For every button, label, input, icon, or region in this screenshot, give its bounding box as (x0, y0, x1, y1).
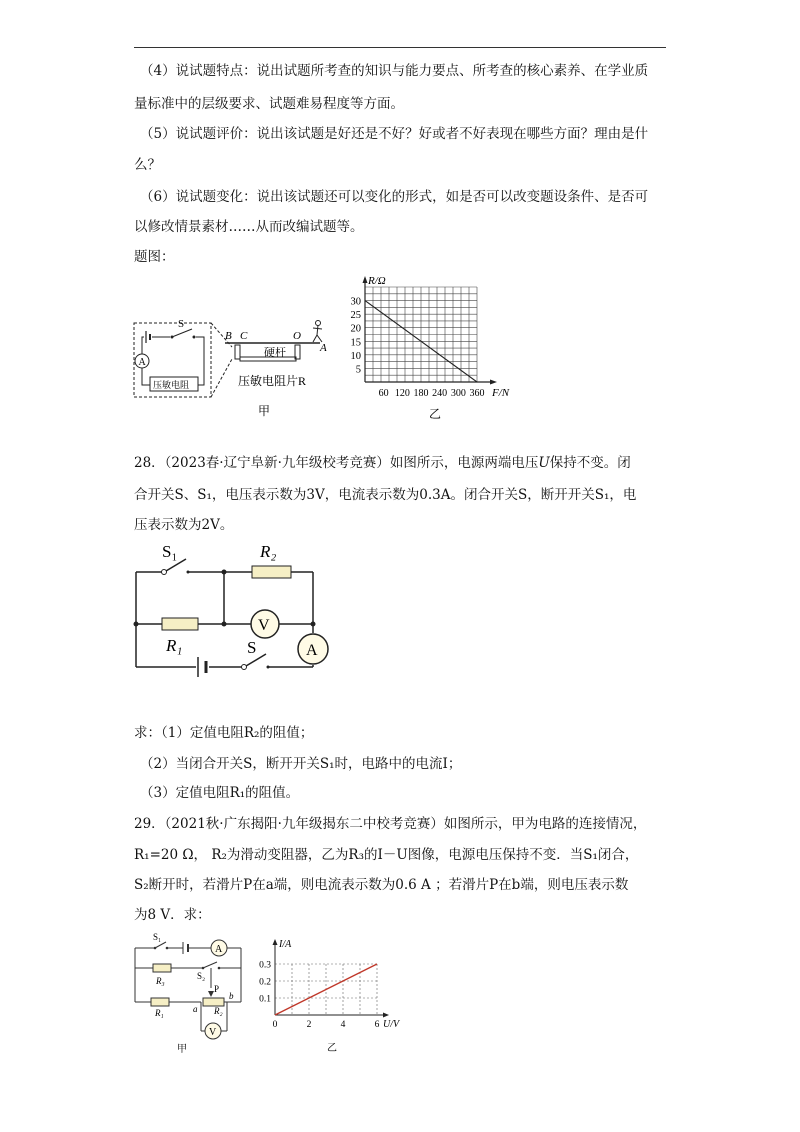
r1-resistor (162, 618, 198, 630)
voltmeter-label: V (209, 1027, 217, 1038)
iu-xtick-label: 2 (306, 1020, 312, 1030)
q28-ask2: （2）当闭合开关S，断开开关S₁时，电路中的电流I； (140, 756, 462, 772)
q29-line2: R₁=20 Ω， R₂为滑动变阻器，乙为R₃的I－U图像，电源电压保持不变．当S₁闭合， (134, 847, 639, 863)
q28-line1 (134, 454, 631, 472)
rf-xlabel: F/N (492, 387, 510, 399)
s1-contact-right (166, 947, 169, 950)
r2-rheostat (203, 998, 224, 1006)
q29-iu-graph (255, 935, 415, 1055)
figure-label: 题图： (134, 249, 175, 265)
rf-ytick-label: 30 (350, 296, 361, 308)
ammeter-label: A (138, 357, 146, 368)
fig1-rf-graph (345, 270, 520, 430)
end-b-label: b (229, 991, 234, 1001)
s1-label: S₁ (153, 932, 162, 942)
iu-xtick-label: 0 (272, 1020, 278, 1030)
switch-label: S (178, 318, 185, 330)
rf-xtick-label: 120 (394, 388, 410, 399)
person-body (313, 325, 322, 342)
intro-item4-line1: （4）说试题特点：说出试题所考查的知识与能力要点、所考查的核心素养、在学业质 (140, 63, 649, 79)
q28-ask3: （3）定值电阻R₁的阻值。 (140, 785, 300, 801)
iu-ytick-label: 0.1 (259, 994, 271, 1005)
junction-left (134, 622, 139, 627)
slider-p-label: P (214, 984, 220, 994)
point-a: A (320, 342, 327, 354)
sensor-resistor-label: 压敏电阻 (153, 380, 190, 390)
rf-xtick-label: 300 (450, 388, 466, 399)
rf-ytick-label: 15 (350, 337, 361, 349)
person-head (316, 321, 321, 326)
q28-circuit-diagram (120, 535, 340, 695)
voltmeter-label: V (258, 617, 270, 634)
header-rule (134, 47, 666, 48)
s2-label: S₂ (197, 971, 206, 981)
point-b: B (225, 330, 232, 342)
fig1-circuit-diagram (130, 315, 350, 425)
s1-contact-left (162, 570, 167, 575)
s-contact-right (267, 666, 270, 669)
intro-item5-line1: （5）说试题评价：说出该试题是好还是不好？好或者不好表现在哪些方面？理由是什 (140, 126, 649, 142)
iu-y-arrow (273, 939, 278, 945)
q28-ask1: 求：（1）定值电阻R₂的阻值； (134, 725, 314, 741)
fig1-caption-jia: 甲 (258, 404, 271, 418)
rf-y-arrow (363, 276, 368, 283)
rf-ytick-label: 10 (350, 350, 361, 362)
rf-grid (365, 287, 477, 382)
s-contact-left (242, 665, 247, 670)
s-label: S (247, 638, 257, 657)
s2-contact-right (218, 967, 221, 970)
q29-circuit-diagram (125, 928, 255, 1058)
lever-label: 硬杆 (264, 347, 286, 359)
rf-ytick-label: 25 (350, 310, 361, 322)
point-o: O (293, 330, 301, 342)
rf-ytick-label: 20 (350, 323, 361, 335)
q29-line4: 为8 V．求： (134, 907, 211, 923)
r1-label: R₁ (166, 636, 183, 655)
s1-contact-right (187, 571, 190, 574)
r1-label: R₁ (155, 1008, 164, 1018)
q28-line1-end: 保持不变。闭 (549, 455, 631, 471)
point-c: C (240, 330, 248, 342)
iu-ytick-label: 0.3 (259, 960, 271, 971)
ammeter-label: A (306, 642, 318, 659)
rf-ylabel: R/Ω (368, 275, 386, 287)
rf-xtick-label: 240 (432, 388, 448, 399)
r2-label: R₂ (214, 1006, 223, 1016)
sensor-post-left (235, 345, 240, 359)
q29-caption-yi: 乙 (327, 1043, 337, 1054)
r2-label: R₂ (260, 542, 277, 561)
rf-xtick-label: 360 (469, 388, 485, 399)
rf-xtick-label: 60 (378, 388, 389, 399)
fig1-caption-yi: 乙 (429, 407, 442, 421)
q28-line1-text: 28．（2023春·辽宁阜新·九年级校考竞赛）如图所示，电源两端电压 (134, 455, 539, 471)
q28-line2: 合开关S、S₁，电压表示数为3V，电流表示数为0.3A。闭合开关S，断开开关S₁，电 (134, 487, 637, 503)
q29-line1: 29．（2021秋·广东揭阳·九年级揭东二中校考竞赛）如图所示，甲为电路的连接情况， (134, 816, 647, 832)
ammeter-label: A (215, 944, 223, 955)
junction-right (311, 622, 316, 627)
q28-line3: 压表示数为2V。 (134, 517, 234, 533)
rf-ytick-label: 5 (355, 364, 361, 376)
junction-middle (222, 622, 227, 627)
r3-resistor (153, 964, 171, 972)
iu-ytick-label: 0.2 (259, 977, 271, 988)
intro-item5-line2: 么？ (134, 157, 161, 173)
iu-xtick-label: 6 (374, 1020, 380, 1030)
q29-line3: S₂断开时，若滑片P在a端，则电流表示数为0.6 A ；若滑片P在b端，则电压表示数 (134, 877, 629, 893)
iu-x-arrow (383, 1013, 389, 1018)
callout-line-bottom (211, 359, 232, 397)
iu-data-line (275, 964, 377, 1015)
q29-caption-jia: 甲 (177, 1044, 187, 1055)
intro-item6-line2: 以修改情景素材……从而改编试题等。 (134, 219, 364, 235)
rf-xtick-label: 180 (413, 388, 429, 399)
rf-x-arrow (490, 380, 497, 385)
intro-item6-line1: （6）说试题变化：说出该试题还可以变化的形式，如是否可以改变题设条件、是否可 (140, 189, 649, 205)
iu-ylabel: I/A (279, 939, 292, 950)
iu-xtick-label: 4 (340, 1020, 346, 1030)
r2-resistor (252, 566, 291, 578)
junction-top (222, 570, 227, 575)
s1-blade (155, 942, 166, 948)
intro-item4-line2: 量标准中的层级要求、试题难易程度等方面。 (134, 96, 404, 112)
switch-contact-right (193, 336, 196, 339)
iu-xlabel: U/V (383, 1019, 400, 1030)
r1-resistor (151, 998, 169, 1006)
r3-label: R₃ (156, 976, 165, 986)
sensor-caption: 压敏电阻片R (238, 374, 307, 388)
q28-var-u: U (538, 455, 550, 471)
end-a-label: a (193, 1004, 198, 1014)
s2-blade (203, 962, 217, 968)
s1-label: S₁ (162, 542, 178, 561)
